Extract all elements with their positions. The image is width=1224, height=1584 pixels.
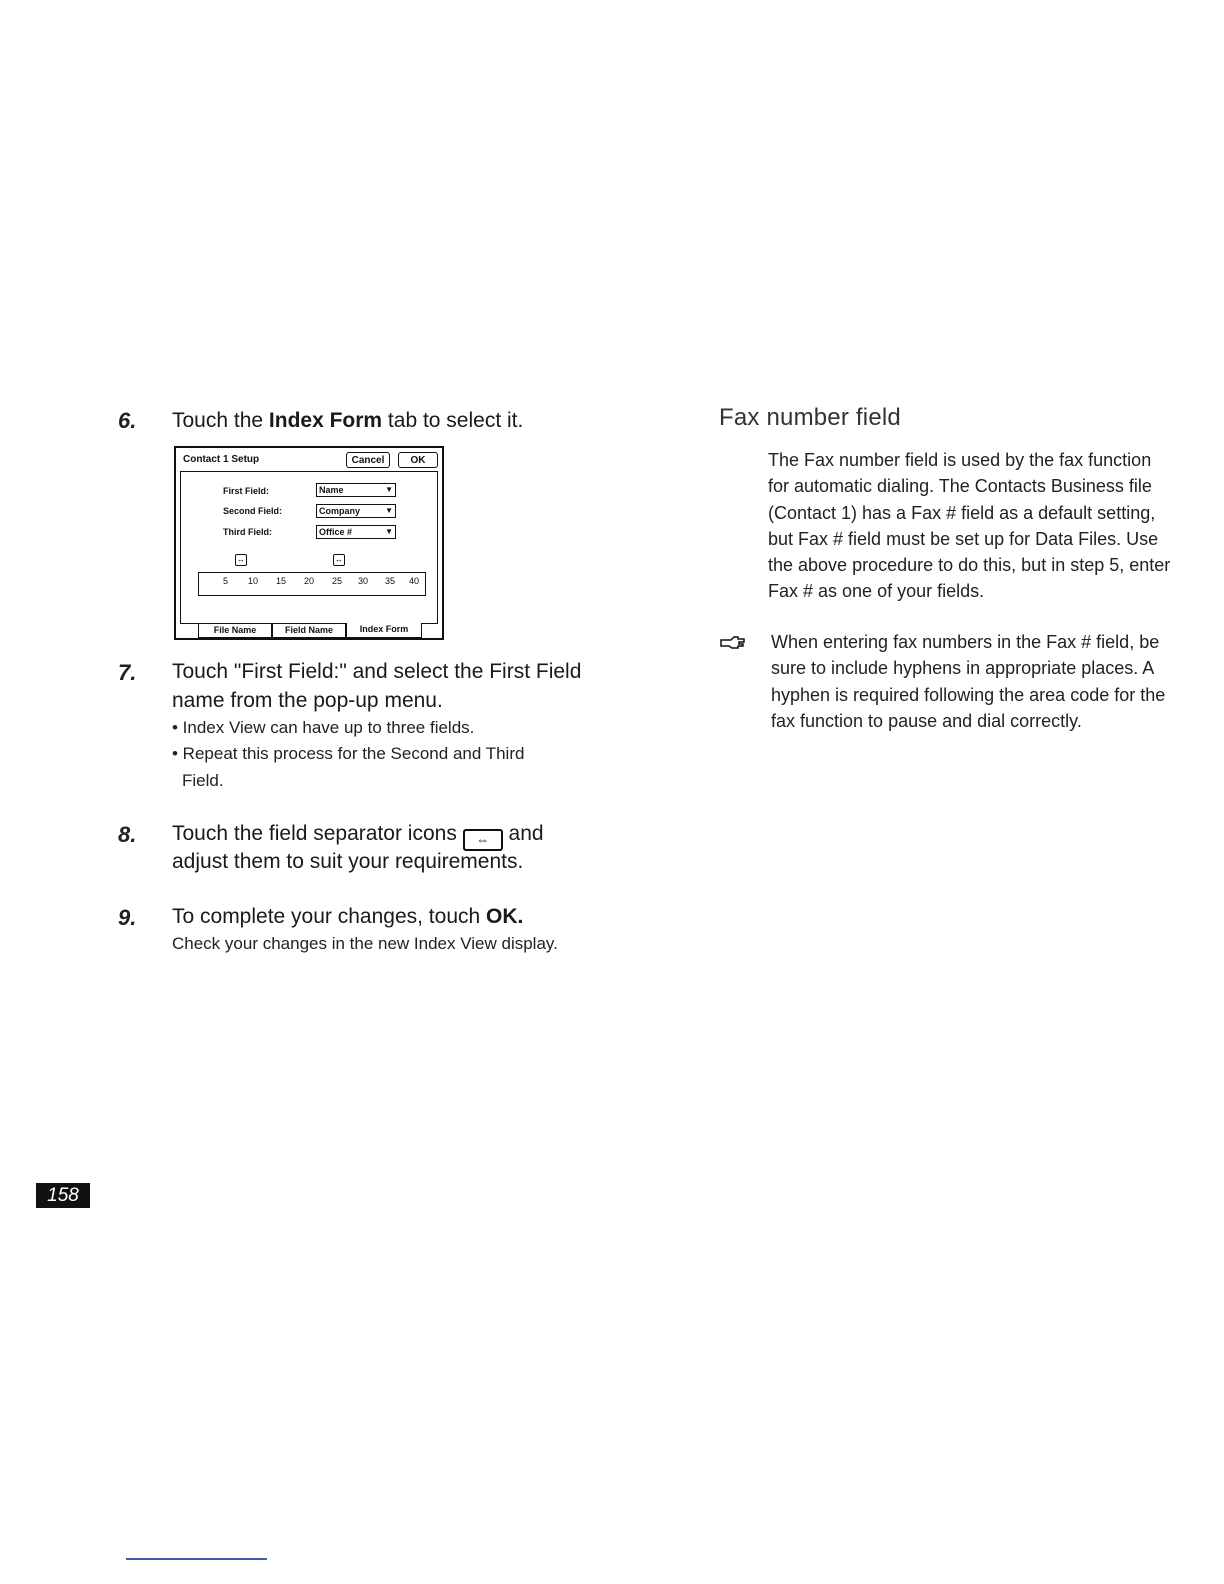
first-field-label: First Field: — [223, 486, 270, 496]
fax-description — [768, 447, 1208, 605]
note-line: fax function to pause and dial correctly. — [771, 710, 1082, 731]
para-line: The Fax number field is used by the fax function — [768, 450, 1152, 470]
ruler-tick: 10 — [248, 576, 259, 586]
screen-body — [180, 471, 438, 624]
note-hand-icon — [720, 634, 746, 655]
para-line: for automatic dialing. The Contacts Business file — [768, 476, 1152, 497]
third-field-select[interactable] — [316, 525, 396, 539]
ruler-tick: 35 — [385, 576, 396, 586]
contact-setup-screen — [174, 446, 444, 640]
step-7-bullet-2: • Repeat this process for the Second and Third — [172, 744, 525, 763]
field-separator-icon[interactable]: ↔ — [335, 555, 343, 564]
para-line: but Fax # field must be set up for Data Files. Use — [768, 528, 1159, 549]
step-6-bold: Index Form — [268, 409, 383, 432]
step-7-bullet-1: • Index View can have up to three fields. — [172, 718, 475, 737]
dropdown-arrow-icon: ▼ — [385, 485, 393, 494]
second-field-value: Company — [319, 506, 361, 516]
step-7-bullet-2-cont: Field. — [182, 771, 224, 790]
step-8-post: and — [508, 822, 544, 845]
step-6-text — [172, 406, 523, 435]
first-field-value: Name — [319, 485, 344, 495]
step-9-bold: OK. — [486, 905, 524, 928]
para-line: Fax # as one of your fields. — [768, 581, 985, 602]
step-7-number: 7. — [118, 660, 137, 685]
screen-title: Contact 1 Setup — [183, 454, 260, 465]
page-number: 158 — [36, 1183, 90, 1208]
third-field-label: Third Field: — [223, 527, 272, 537]
dropdown-arrow-icon: ▼ — [385, 506, 393, 515]
step-6-post: tab to select it. — [382, 409, 524, 432]
ruler-tick: 20 — [304, 576, 315, 586]
note-line: hyphen is required following the area code for the — [771, 684, 1166, 705]
step-9-sub: Check your changes in the new Index View display. — [172, 934, 558, 953]
dropdown-arrow-icon: ▼ — [385, 527, 393, 536]
step-6-pre: Touch the — [172, 409, 269, 432]
ruler-tick: 25 — [332, 576, 343, 586]
field-separator-icon: ⇔ — [463, 829, 503, 851]
ok-button[interactable]: OK — [398, 452, 438, 468]
fax-note — [771, 629, 1211, 734]
tab-file-name[interactable]: File Name — [198, 623, 272, 638]
second-field-select[interactable] — [316, 504, 396, 518]
note-line: When entering fax numbers in the Fax # field, be — [771, 632, 1160, 652]
first-field-select[interactable] — [316, 483, 396, 497]
tab-index-form[interactable]: Index Form — [346, 623, 422, 638]
ruler-tick: 40 — [409, 576, 420, 586]
ruler-tick: 15 — [276, 576, 287, 586]
field-separator-icon[interactable]: ↔ — [237, 555, 245, 564]
step-9-pre: To complete your changes, touch — [172, 905, 487, 928]
step-8-number: 8. — [118, 822, 137, 847]
step-7-line-1: Touch "First Field:" and select the First Field — [172, 660, 582, 683]
step-9-number: 9. — [118, 905, 137, 930]
cancel-button[interactable]: Cancel — [346, 452, 390, 468]
tab-field-name[interactable]: Field Name — [272, 623, 346, 638]
step-8-line-2: adjust them to suit your requirements. — [172, 850, 524, 873]
step-9-text — [172, 902, 523, 931]
ruler-tick: 5 — [223, 576, 229, 586]
step-6-number: 6. — [118, 408, 137, 433]
section-title: Fax number field — [719, 404, 901, 431]
para-line: the above procedure to do this, but in step 5, enter — [768, 555, 1171, 576]
step-8-pre: Touch the field separator icons — [172, 822, 457, 845]
ruler — [198, 572, 426, 596]
note-line: sure to include hyphens in appropriate places. A — [771, 658, 1155, 679]
step-7-line-2: name from the pop-up menu. — [172, 689, 443, 712]
third-field-value: Office # — [319, 527, 353, 537]
bottom-rule — [126, 1558, 267, 1560]
para-line: (Contact 1) has a Fax # field as a default setting, — [768, 502, 1156, 523]
second-field-label: Second Field: — [223, 506, 283, 516]
ruler-tick: 30 — [358, 576, 369, 586]
